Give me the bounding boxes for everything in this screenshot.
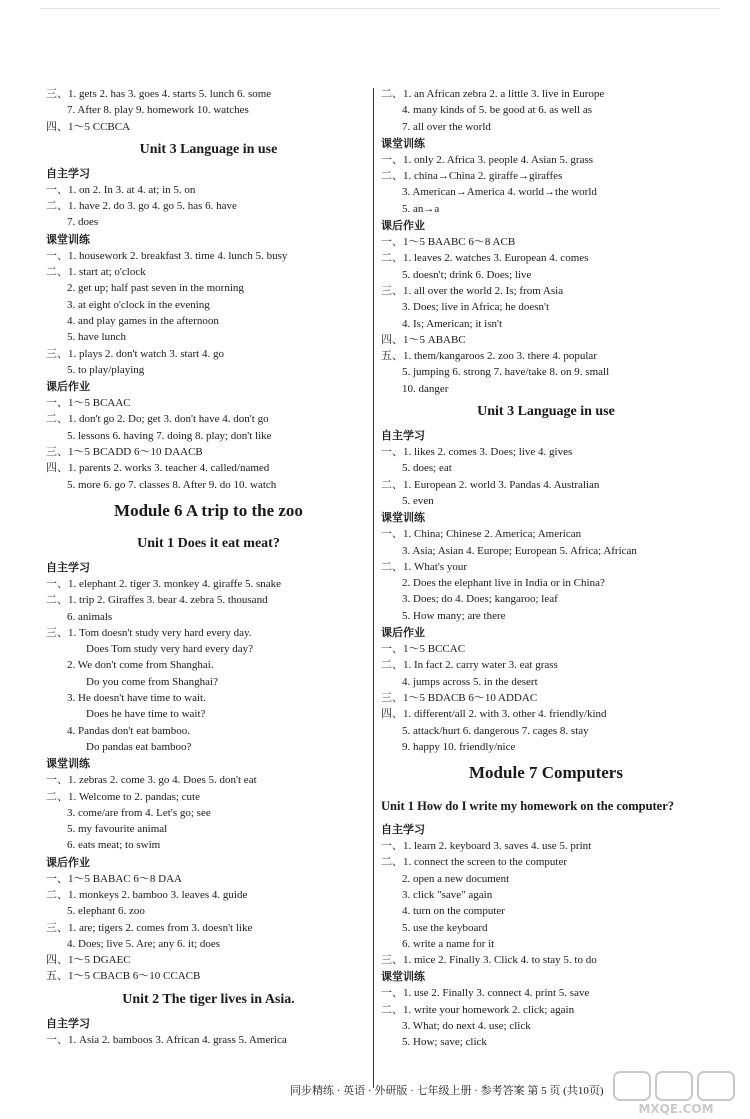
answer-line: 10. danger <box>402 382 449 395</box>
answer-line: 一、1～5 BAABC 6～8 ACB <box>381 236 516 249</box>
answer-line: 5. doesn't; drink 6. Does; live <box>402 268 532 281</box>
answer-line: 5. attack/hurt 6. dangerous 7. cages 8. stay <box>402 724 589 737</box>
answer-line: 一、1. China; Chinese 2. America; American <box>381 528 582 541</box>
answer-line: 二、1. have 2. do 3. go 4. go 5. has 6. have <box>46 200 237 213</box>
answer-line: 一、1. zebras 2. come 3. go 4. Does 5. don't eat <box>46 774 257 787</box>
answer-line: 二、1. Welcome to 2. pandas; cute <box>46 790 200 803</box>
answer-line: 6. animals <box>67 610 113 623</box>
answer-line: 7. all over the world <box>402 120 491 133</box>
answer-line: 二、1. In fact 2. carry water 3. eat grass <box>381 659 558 672</box>
answer-line: 二、1. don't go 2. Do; get 3. don't have 4. don't go <box>46 413 269 426</box>
answer-line: 三、1. mice 2. Finally 3. Click 4. to stay 5. to do <box>381 954 597 967</box>
answer-line: 一、1. use 2. Finally 3. connect 4. print 5. save <box>381 987 590 1000</box>
section-label: 自主学习 <box>381 823 425 837</box>
answer-line: 4. Is; American; it isn't <box>402 317 503 330</box>
section-label: 课堂训练 <box>46 232 90 246</box>
answer-line: 二、1. What's your <box>381 560 467 573</box>
answer-line: 5. lessons 6. having 7. doing 8. play; don't like <box>67 429 272 442</box>
answer-line: 四、1～5 ABABC <box>381 333 466 346</box>
answer-line: Does Tom study very hard every day? <box>86 643 254 656</box>
answer-line: 3. American→America 4. world→the world <box>402 186 597 199</box>
answer-line: Do you come from Shanghai? <box>86 675 218 688</box>
answer-line: 三、1～5 BCADD 6～10 DAACB <box>46 446 203 459</box>
module-title: Module 6 A trip to the zoo <box>114 500 303 520</box>
unit-title: Unit 2 The tiger lives in Asia. <box>122 991 295 1007</box>
answer-line: 5. does; eat <box>402 462 452 475</box>
page-footer: 同步精练 · 英语 · 外研版 · 七年级上册 · 参考答案 第 5 页 (共10页) <box>290 1085 604 1097</box>
answer-line: 一、1～5 BCCAC <box>381 643 466 656</box>
answer-line: 4. jumps across 5. in the desert <box>402 675 538 688</box>
answer-line: 二、1. leaves 2. watches 3. European 4. comes <box>381 252 589 265</box>
section-label: 课后作业 <box>381 626 425 640</box>
answer-line: 2. open a new document <box>402 872 510 885</box>
unit-title: Unit 3 Language in use <box>477 404 615 420</box>
answer-line: 3. click "save" again <box>402 888 493 901</box>
answer-line: 5. even <box>402 494 434 507</box>
answer-line: 二、1. write your homework 2. click; again <box>381 1003 575 1016</box>
section-label: 课堂训练 <box>46 757 90 771</box>
answer-line: 一、1. on 2. In 3. at 4. at; in 5. on <box>46 183 196 196</box>
answer-line: 二、1. European 2. world 3. Pandas 4. Australian <box>381 478 600 491</box>
answer-line: 三、1. gets 2. has 3. goes 4. starts 5. lunch 6. some <box>46 88 272 100</box>
answer-line: 三、1. all over the world 2. Is; from Asia <box>381 284 564 297</box>
answer-line: 5. use the keyboard <box>402 921 488 934</box>
section-label: 课后作业 <box>381 219 425 233</box>
top-rule <box>40 8 720 9</box>
answer-line: 二、1. trip 2. Giraffes 3. bear 4. zebra 5. thousand <box>46 594 268 607</box>
answer-line: 6. eats meat; to swim <box>67 839 161 852</box>
watermark-logo <box>612 1068 742 1116</box>
answer-line: 2. get up; half past seven in the morning <box>67 282 244 295</box>
section-label: 课堂训练 <box>381 136 425 150</box>
section-label: 自主学习 <box>46 166 90 180</box>
answer-block <box>46 86 371 135</box>
section-label: 课堂训练 <box>381 970 425 984</box>
answer-line: 4. Pandas don't eat bamboo. <box>67 724 190 737</box>
answer-line: 5. How; save; click <box>402 1036 487 1049</box>
section-label: 自主学习 <box>381 429 425 443</box>
answer-line: 二、1. china→China 2. giraffe→giraffes <box>381 170 563 183</box>
answer-line: 四、1. different/all 2. with 3. other 4. friendly/kind <box>381 708 607 721</box>
section-label: 课堂训练 <box>381 511 425 525</box>
answer-line: 5. my favourite animal <box>67 823 168 836</box>
answer-line: 2. Does the elephant live in India or in China? <box>402 577 605 590</box>
answer-line: 3. at eight o'clock in the evening <box>67 298 210 311</box>
answer-line: 5. an→a <box>402 202 440 215</box>
answer-line: 7. After 8. play 9. homework 10. watches <box>67 104 249 117</box>
watermark-text: MXQE.COM <box>638 1102 714 1116</box>
section-label: 课后作业 <box>46 380 90 394</box>
answer-line: 4. and play games in the afternoon <box>67 314 219 327</box>
answer-line: 五、1. them/kangaroos 2. zoo 3. there 4. popular <box>381 350 597 363</box>
answer-line: 5. How many; are there <box>402 609 506 622</box>
left-column <box>46 86 371 1048</box>
unit-title: Unit 1 How do I write my homework on the computer? <box>381 799 675 814</box>
answer-line: 五、1～5 CBACB 6～10 CCACB <box>46 970 201 983</box>
answer-line: 一、1. Asia 2. bamboos 3. African 4. grass 5. America <box>46 1033 287 1046</box>
answer-line: 一、1. only 2. Africa 3. people 4. Asian 5. grass <box>381 153 594 166</box>
answer-line: 9. happy 10. friendly/nice <box>402 740 516 753</box>
column-divider <box>373 88 374 1088</box>
section-label: 课后作业 <box>46 855 90 869</box>
right-column <box>381 86 711 1051</box>
answer-line: 一、1. elephant 2. tiger 3. monkey 4. giraffe 5. snake <box>46 577 282 590</box>
answer-line: 3. come/are from 4. Let's go; see <box>67 806 211 819</box>
answer-line: 一、1. likes 2. comes 3. Does; live 4. gives <box>381 446 573 459</box>
answer-line: 一、1. housework 2. breakfast 3. time 4. lunch 5. busy <box>46 249 288 262</box>
answer-line: 4. turn on the computer <box>402 905 505 918</box>
answer-line: 三、1. are; tigers 2. comes from 3. doesn't like <box>46 921 253 934</box>
answer-line: 一、1～5 BABAC 6～8 DAA <box>46 872 182 885</box>
answer-line: 二、1. connect the screen to the computer <box>381 856 568 869</box>
answer-line: 5. more 6. go 7. classes 8. After 9. do 10. watch <box>67 478 277 491</box>
answer-line: 3. Asia; Asian 4. Europe; European 5. Africa; African <box>402 544 637 557</box>
answer-line: 三、1. Tom doesn't study very hard every day. <box>46 626 252 639</box>
answer-line: 一、1. learn 2. keyboard 3. saves 4. use 5. print <box>381 840 592 853</box>
unit-title: Unit 1 Does it eat meat? <box>137 535 280 551</box>
answer-line: 3. He doesn't have time to wait. <box>67 692 206 705</box>
section-label: 自主学习 <box>46 560 90 574</box>
answer-line: 4. many kinds of 5. be good at 6. as well as <box>402 104 593 117</box>
answer-line: 四、1～5 DGAEC <box>46 954 131 967</box>
answer-line: 一、1～5 BCAAC <box>46 397 131 410</box>
answer-line: 3. Does; do 4. Does; kangaroo; leaf <box>402 593 558 606</box>
answer-line: 四、1. parents 2. works 3. teacher 4. called/named <box>46 462 270 475</box>
answer-line: 6. write a name for it <box>402 937 495 950</box>
answer-line: 5. to play/playing <box>67 363 145 376</box>
answer-line: 三、1～5 BDACB 6～10 ADDAC <box>381 691 538 704</box>
answer-line: 2. We don't come from Shanghai. <box>67 659 214 672</box>
answer-line: 5. elephant 6. zoo <box>67 905 145 918</box>
answer-line: 7. does <box>67 216 99 229</box>
answer-line: 三、1. plays 2. don't watch 3. start 4. go <box>46 347 224 360</box>
answer-line: Does he have time to wait? <box>86 708 206 721</box>
answer-line: 3. Does; live in Africa; he doesn't <box>402 301 550 314</box>
answer-line: 四、1～5 CCBCA <box>46 120 131 133</box>
module-title: Module 7 Computers <box>469 763 623 783</box>
answer-line: 3. What; do next 4. use; click <box>402 1020 531 1033</box>
answer-line: 二、1. start at; o'clock <box>46 266 146 279</box>
answer-line: 二、1. monkeys 2. bamboo 3. leaves 4. guide <box>46 888 248 901</box>
answer-line: 二、1. an African zebra 2. a little 3. live in Europe <box>381 88 605 100</box>
unit-title: Unit 3 Language in use <box>139 141 278 157</box>
answer-line: 4. Does; live 5. Are; any 6. it; does <box>67 937 221 950</box>
answer-line: 5. jumping 6. strong 7. have/take 8. on 9. small <box>402 366 610 379</box>
section-label: 自主学习 <box>46 1016 90 1030</box>
answer-line: Do pandas eat bamboo? <box>86 740 192 753</box>
answer-line: 5. have lunch <box>67 331 126 344</box>
